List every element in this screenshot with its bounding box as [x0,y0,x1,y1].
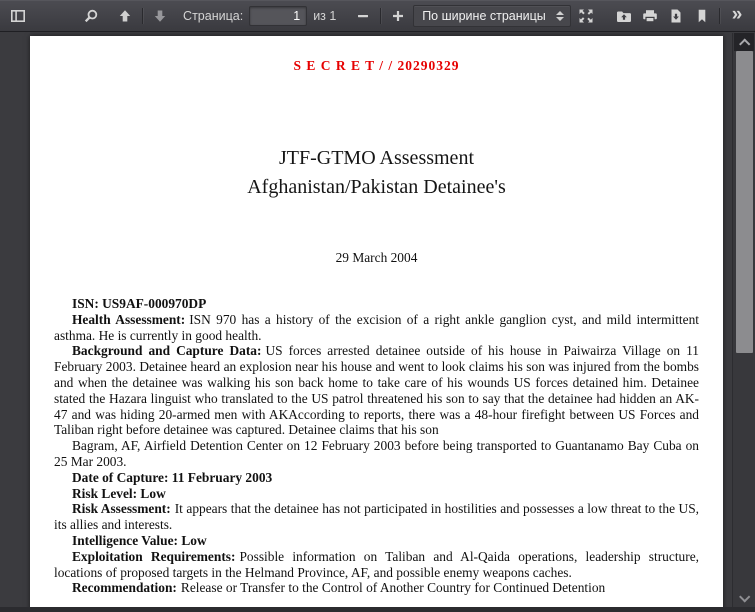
toolbar-separator [719,8,720,24]
viewer-area [0,33,755,612]
double-chevron-right-icon: » [731,4,743,25]
document-title-line1: JTF-GTMO Assessment [278,147,474,169]
chevron-up-icon [739,38,750,49]
select-arrows-icon [556,11,564,21]
paragraph-exploitation-requirements: Exploitation Requirements: Possible information on Taliban and Al-Qaida operations, leadership structure, locations of proposed targets in the Helmand Province, AF, and possible enemy weapons caches. [54,548,699,580]
paragraph-date-of-capture: Date of Capture: 11 February 2003 [72,469,273,485]
paragraph-risk-assessment: Risk Assessment: It appears that the detainee has not participated in hostilities and possesses a low threat to the US, its allies and interests. [54,501,699,533]
toolbar-separator [142,8,143,24]
next-page-button[interactable] [147,4,173,28]
toggle-sidebar-button[interactable] [5,4,31,28]
toolbar [0,0,755,32]
scrollbar-up-button[interactable] [734,33,754,51]
previous-page-button[interactable] [112,4,138,28]
more-tools-button[interactable] [724,4,750,28]
arrow-up-icon [117,8,133,24]
document-title-line2: Afghanistan/Pakistan Detainee's [247,176,506,198]
paragraph-background-capture: Background and Capture Data: US forces arrested detainee outside of his house in Paiwairza Village on 11 February 2003. Detainee heard an explosion near his house and went to look claims his son was injured from the bombs and when the detainee was walking his son back home to take care of his wounds US forces detained him. Detainee stated the Hazara linguist who translated to the US patrol threatened his son to say that the detainee had hidden an AK-47 and was hiding 20-armed men with AKAccording to reports, there was a 48-hour firefight between US Forces and Taliban right before detainee was captured. Detainee claims that his son [54,343,699,438]
print-icon [641,8,659,24]
open-file-button[interactable] [611,4,637,28]
document-body [54,296,699,596]
download-icon [668,8,684,24]
plus-icon [390,8,406,24]
paragraph-recommendation: Recommendation: Release or Transfer to the Control of Another Country for Continued Detention [72,580,606,596]
chevron-down-icon [739,591,750,602]
classification-banner: S E C R E T / / 20290329 [293,58,460,73]
minus-icon [355,8,371,24]
bookmark-icon [694,8,710,24]
vertical-scrollbar[interactable] [732,33,755,612]
scrollbar-down-button[interactable] [734,590,754,608]
pdf-page [30,36,723,612]
document-date: 29 March 2004 [335,250,418,265]
paragraph-isn: ISN: US9AF-000970DP [72,296,207,311]
page-number-input[interactable] [249,6,307,26]
toolbar-separator [380,8,381,24]
zoom-out-button[interactable] [350,4,376,28]
document-title [54,144,699,202]
page-label: Страница: [183,8,244,23]
pdf-page-content [30,36,723,596]
scrollbar-thumb[interactable] [736,51,753,353]
fullscreen-expand-icon [578,8,594,24]
zoom-select[interactable] [413,5,571,27]
zoom-in-button[interactable] [385,4,411,28]
open-file-icon [615,8,633,24]
paragraph-bagram: Bagram, AF, Airfield Detention Center on 12 February 2003 before being transported to Guantanamo Bay Cuba on 25 Mar 2003. [54,438,699,469]
paragraph-risk-level: Risk Level: Low [72,485,166,501]
arrow-down-icon [152,8,168,24]
presentation-mode-button[interactable] [573,4,599,28]
paragraph-intelligence-value: Intelligence Value: Low [72,532,207,548]
sidebar-icon [10,8,26,24]
paragraph-health-assessment: Health Assessment: ISN 970 has a history of the excision of a right ankle ganglion cyst, and mild intermittent asthma. He is currently in good health. [54,311,699,343]
find-button[interactable] [78,4,104,28]
page-count-label: из 1 [313,8,337,23]
viewport-bottom-edge [0,607,755,612]
download-button[interactable] [663,4,689,28]
print-button[interactable] [637,4,663,28]
bookmark-current-view-button[interactable] [689,4,715,28]
zoom-select-value: По ширине страницы [422,8,546,23]
search-icon [83,8,99,24]
